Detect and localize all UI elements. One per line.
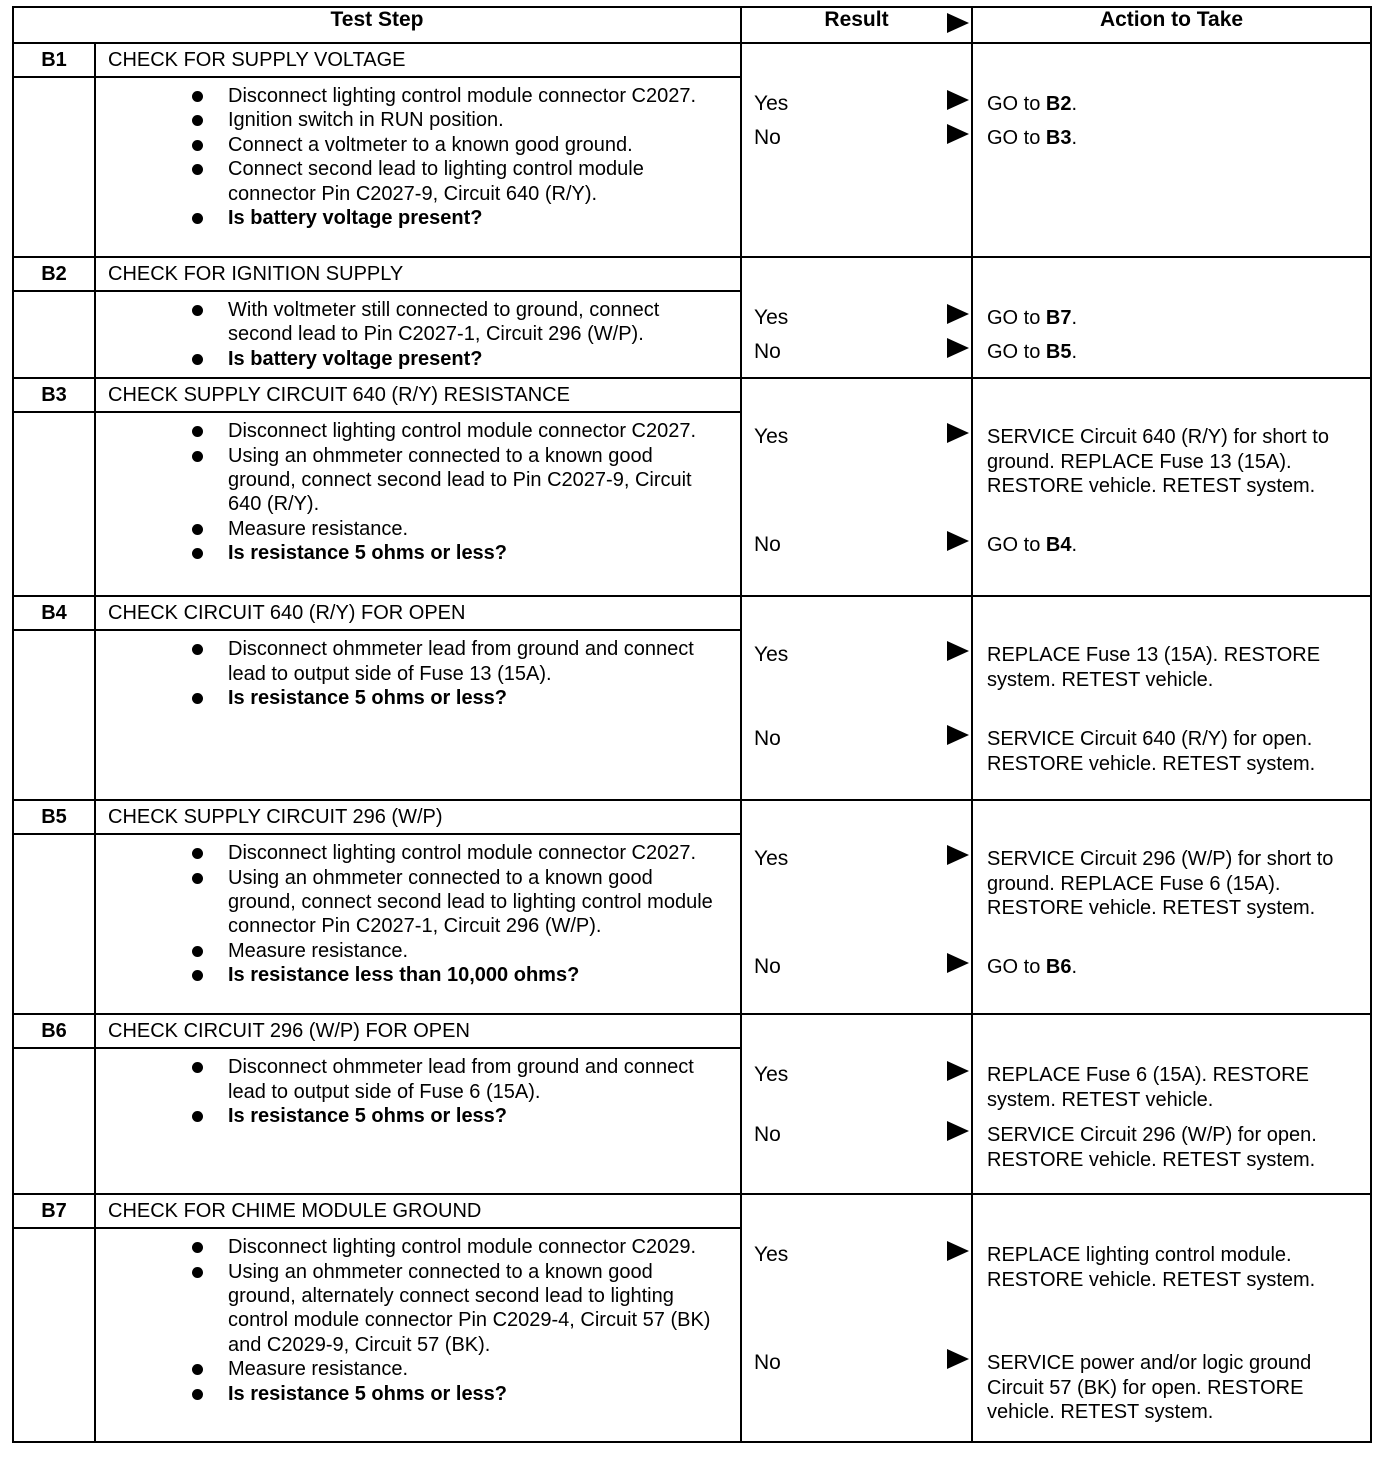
bullet-icon — [192, 91, 203, 102]
test-step-code: B7 — [13, 1194, 95, 1228]
header-action: Action to Take — [972, 7, 1371, 43]
arrow-right-icon — [947, 1349, 969, 1369]
step-list — [96, 835, 740, 993]
step-text: Is resistance 5 ohms or less? — [228, 1382, 508, 1405]
step-item — [96, 939, 720, 963]
bullet-icon — [192, 305, 203, 316]
result-stack — [742, 1195, 971, 1441]
action-main: GO to — [987, 307, 1046, 329]
action-stack — [973, 1015, 1370, 1193]
step-text: Measure resistance. — [228, 939, 409, 962]
bullet-icon — [192, 426, 203, 437]
bullet-icon — [192, 644, 203, 655]
result-cell — [741, 1014, 972, 1194]
action-main: SERVICE power and/or logic ground Circuit 57 (BK) for open. RESTORE vehicle. RETEST system. — [987, 1352, 1312, 1424]
result-yes: Yes — [754, 1243, 789, 1267]
arrow-right-icon — [947, 1241, 969, 1261]
action-text — [987, 1063, 1364, 1112]
arrow-right-icon — [947, 641, 969, 661]
bullet-icon — [192, 873, 203, 884]
arrow-right-icon — [947, 90, 969, 110]
step-list — [96, 413, 740, 571]
step-item — [96, 517, 720, 541]
bullet-icon — [192, 1062, 203, 1073]
step-list — [96, 1229, 740, 1412]
result-no: No — [754, 126, 781, 149]
action-text — [987, 1351, 1364, 1424]
action-main: GO to — [987, 93, 1046, 115]
test-step-title-row — [13, 257, 1371, 291]
arrow-right-icon — [947, 845, 969, 865]
bullet-icon — [192, 1267, 203, 1278]
result-no: No — [754, 727, 781, 751]
arrow-right-icon — [947, 725, 969, 745]
action-text — [987, 126, 1364, 150]
test-step-title: CHECK SUPPLY CIRCUIT 296 (W/P) — [95, 800, 741, 834]
action-text — [987, 306, 1364, 330]
bullet-icon — [192, 451, 203, 462]
diagnostic-table-page — [12, 6, 1370, 1443]
test-step-instructions — [95, 291, 741, 378]
test-step-title-row — [13, 596, 1371, 630]
action-stack — [973, 801, 1370, 1013]
test-step-instructions — [95, 1048, 741, 1194]
result-cell — [741, 257, 972, 378]
step-text: Using an ohmmeter connected to a known good ground, alternately connect second lead to lighting control module connector Pin C2029-4, Circuit 57 (BK) and C2029-9, Circuit 57 (BK). — [228, 1260, 711, 1356]
step-question — [96, 686, 720, 710]
result-stack — [742, 44, 971, 256]
step-text: Measure resistance. — [228, 517, 409, 540]
test-step-title-row — [13, 378, 1371, 412]
test-step-instructions — [95, 412, 741, 596]
step-item — [96, 84, 720, 108]
test-step-title: CHECK FOR CHIME MODULE GROUND — [95, 1194, 741, 1228]
test-step-code: B4 — [13, 596, 95, 630]
action-text — [987, 1123, 1364, 1172]
step-item — [96, 108, 720, 132]
test-step-title: CHECK SUPPLY CIRCUIT 640 (R/Y) RESISTANCE — [95, 378, 741, 412]
action-main: SERVICE Circuit 640 (R/Y) for short to ground. REPLACE Fuse 13 (15A). RESTORE vehicle. RETEST system. — [987, 426, 1329, 498]
action-main: REPLACE Fuse 13 (15A). RESTORE system. RETEST vehicle. — [987, 644, 1321, 691]
action-text — [987, 643, 1364, 692]
bullet-icon — [192, 548, 203, 559]
header-test-step: Test Step — [13, 7, 741, 43]
pinpoint-test-table — [12, 6, 1372, 1443]
action-cell — [972, 800, 1371, 1014]
action-tail: . — [1071, 307, 1078, 329]
action-tail: . — [1071, 534, 1078, 557]
action-stack — [973, 258, 1370, 376]
action-stack — [973, 1195, 1370, 1441]
header-result-label: Result — [824, 8, 889, 31]
arrow-right-icon — [947, 423, 969, 443]
action-cell — [972, 596, 1371, 800]
result-yes: Yes — [754, 643, 789, 667]
action-tail: . — [1071, 93, 1078, 115]
step-text: Is resistance 5 ohms or less? — [228, 1105, 508, 1128]
action-tail: . — [1071, 956, 1078, 979]
result-stack — [742, 597, 971, 799]
bullet-icon — [192, 848, 203, 859]
result-no: No — [754, 955, 781, 979]
action-main: SERVICE Circuit 296 (W/P) for short to ground. REPLACE Fuse 6 (15A). RESTORE vehicle. RETEST system. — [987, 848, 1334, 920]
action-tail: . — [1071, 341, 1078, 363]
action-main: GO to — [987, 956, 1046, 979]
step-item — [96, 841, 720, 865]
bullet-icon — [192, 213, 203, 224]
result-yes: Yes — [754, 425, 789, 449]
action-text — [987, 340, 1364, 364]
arrow-right-icon — [947, 13, 969, 33]
step-list — [96, 1049, 740, 1134]
test-step-blank — [13, 1228, 95, 1442]
result-yes: Yes — [754, 847, 789, 871]
action-cell — [972, 43, 1371, 257]
test-step-code: B6 — [13, 1014, 95, 1048]
test-step-blank — [13, 77, 95, 257]
action-step-ref: B6 — [1045, 956, 1072, 979]
step-text: Disconnect lighting control module connector C2027. — [228, 85, 697, 107]
action-text — [987, 425, 1364, 498]
test-step-blank — [13, 291, 95, 378]
step-list — [96, 631, 740, 716]
action-step-ref: B4 — [1045, 534, 1072, 557]
test-step-instructions — [95, 834, 741, 1014]
step-question — [96, 206, 720, 230]
arrow-right-icon — [947, 953, 969, 973]
action-main: GO to — [987, 127, 1046, 149]
step-question — [96, 1382, 720, 1406]
step-item — [96, 133, 720, 157]
action-text — [987, 1243, 1364, 1292]
action-cell — [972, 1014, 1371, 1194]
bullet-icon — [192, 354, 203, 365]
step-question — [96, 963, 720, 987]
result-no: No — [754, 1351, 781, 1375]
result-stack — [742, 258, 971, 376]
bullet-icon — [192, 164, 203, 175]
action-main: REPLACE Fuse 6 (15A). RESTORE system. RETEST vehicle. — [987, 1064, 1309, 1111]
test-step-title: CHECK CIRCUIT 296 (W/P) FOR OPEN — [95, 1014, 741, 1048]
action-cell — [972, 378, 1371, 596]
step-text: Disconnect lighting control module connector C2027. — [228, 842, 697, 865]
arrow-right-icon — [947, 1121, 969, 1141]
step-text: Disconnect ohmmeter lead from ground and connect lead to output side of Fuse 13 (15A). — [228, 638, 694, 685]
test-step-title: CHECK FOR IGNITION SUPPLY — [95, 257, 741, 291]
bullet-icon — [192, 115, 203, 126]
bullet-icon — [192, 1364, 203, 1375]
action-main: GO to — [987, 341, 1046, 363]
step-text: Disconnect lighting control module connector C2027. — [228, 420, 697, 443]
result-stack — [742, 379, 971, 595]
test-step-blank — [13, 412, 95, 596]
action-text — [987, 92, 1364, 116]
table-header-row — [13, 7, 1371, 43]
step-question — [96, 347, 720, 371]
step-text: Is resistance less than 10,000 ohms? — [228, 964, 580, 987]
action-cell — [972, 257, 1371, 378]
test-step-title-row — [13, 1014, 1371, 1048]
result-yes: Yes — [754, 92, 789, 115]
test-step-blank — [13, 834, 95, 1014]
action-stack — [973, 597, 1370, 799]
test-step-blank — [13, 1048, 95, 1194]
step-text: Ignition switch in RUN position. — [228, 109, 504, 132]
result-stack — [742, 1015, 971, 1193]
step-text: Is resistance 5 ohms or less? — [228, 542, 508, 565]
step-text: Using an ohmmeter connected to a known good ground, connect second lead to lighting control module connector Pin C2027-1, Circuit 296 (W/P). — [228, 866, 713, 938]
result-cell — [741, 1194, 972, 1442]
action-text — [987, 727, 1364, 776]
step-text: Connect a voltmeter to a known good ground. — [228, 133, 633, 156]
result-no: No — [754, 533, 781, 557]
test-step-title: CHECK CIRCUIT 640 (R/Y) FOR OPEN — [95, 596, 741, 630]
test-step-title-row — [13, 43, 1371, 77]
action-step-ref: B3 — [1045, 127, 1072, 149]
result-no: No — [754, 1123, 781, 1147]
bullet-icon — [192, 693, 203, 704]
action-step-ref: B5 — [1045, 341, 1072, 363]
step-item — [96, 1260, 720, 1358]
bullet-icon — [192, 1389, 203, 1400]
test-step-instructions — [95, 77, 741, 257]
arrow-right-icon — [947, 124, 969, 144]
step-text: Is battery voltage present? — [228, 207, 483, 230]
action-main: GO to — [987, 534, 1046, 557]
test-step-code: B5 — [13, 800, 95, 834]
result-stack — [742, 801, 971, 1013]
action-stack — [973, 44, 1370, 256]
step-question — [96, 1104, 720, 1128]
test-step-instructions — [95, 630, 741, 800]
step-list — [96, 78, 740, 236]
header-result — [741, 7, 972, 43]
step-item — [96, 157, 720, 206]
step-item — [96, 1055, 720, 1104]
action-stack — [973, 379, 1370, 595]
test-step-blank — [13, 630, 95, 800]
result-cell — [741, 800, 972, 1014]
step-text: Connect second lead to lighting control module connector Pin C2027-9, Circuit 640 (R/Y). — [228, 158, 644, 205]
action-cell — [972, 1194, 1371, 1442]
result-cell — [741, 596, 972, 800]
step-item — [96, 1235, 720, 1259]
result-cell — [741, 43, 972, 257]
action-text — [987, 955, 1364, 979]
arrow-right-icon — [947, 1061, 969, 1081]
test-step-instructions — [95, 1228, 741, 1442]
test-step-title-row — [13, 1194, 1371, 1228]
bullet-icon — [192, 1111, 203, 1122]
step-item — [96, 637, 720, 686]
result-cell — [741, 378, 972, 596]
step-question — [96, 541, 720, 565]
test-step-code: B3 — [13, 378, 95, 412]
action-text — [987, 847, 1364, 920]
step-item — [96, 298, 720, 347]
action-step-ref: B7 — [1045, 307, 1072, 329]
step-text: Is resistance 5 ohms or less? — [228, 687, 508, 710]
bullet-icon — [192, 140, 203, 151]
test-step-code: B1 — [13, 43, 95, 77]
action-main: REPLACE lighting control module. RESTORE vehicle. RETEST system. — [987, 1244, 1316, 1291]
result-yes: Yes — [754, 1063, 789, 1087]
action-main: SERVICE Circuit 640 (R/Y) for open. RESTORE vehicle. RETEST system. — [987, 728, 1316, 775]
step-item — [96, 444, 720, 517]
step-text: Using an ohmmeter connected to a known good ground, connect second lead to Pin C2027-9, Circuit 640 (R/Y). — [228, 444, 692, 516]
bullet-icon — [192, 524, 203, 535]
arrow-right-icon — [947, 338, 969, 358]
step-item — [96, 419, 720, 443]
result-yes: Yes — [754, 306, 789, 329]
test-step-title: CHECK FOR SUPPLY VOLTAGE — [95, 43, 741, 77]
result-no: No — [754, 340, 781, 363]
test-step-title-row — [13, 800, 1371, 834]
bullet-icon — [192, 946, 203, 957]
step-list — [96, 292, 740, 377]
action-tail: . — [1071, 127, 1078, 149]
step-item — [96, 1357, 720, 1381]
test-step-code: B2 — [13, 257, 95, 291]
step-text: With voltmeter still connected to ground, connect second lead to Pin C2027-1, Circuit 296 (W/P). — [228, 299, 660, 346]
action-step-ref: B2 — [1045, 93, 1072, 115]
arrow-right-icon — [947, 531, 969, 551]
bullet-icon — [192, 970, 203, 981]
bullet-icon — [192, 1242, 203, 1253]
action-text — [987, 533, 1364, 557]
step-text: Disconnect lighting control module connector C2029. — [228, 1236, 697, 1259]
action-main: SERVICE Circuit 296 (W/P) for open. RESTORE vehicle. RETEST system. — [987, 1124, 1317, 1171]
step-text: Is battery voltage present? — [228, 347, 483, 370]
arrow-right-icon — [947, 304, 969, 324]
step-text: Disconnect ohmmeter lead from ground and connect lead to output side of Fuse 6 (15A). — [228, 1056, 694, 1103]
step-item — [96, 866, 720, 939]
step-text: Measure resistance. — [228, 1358, 409, 1381]
